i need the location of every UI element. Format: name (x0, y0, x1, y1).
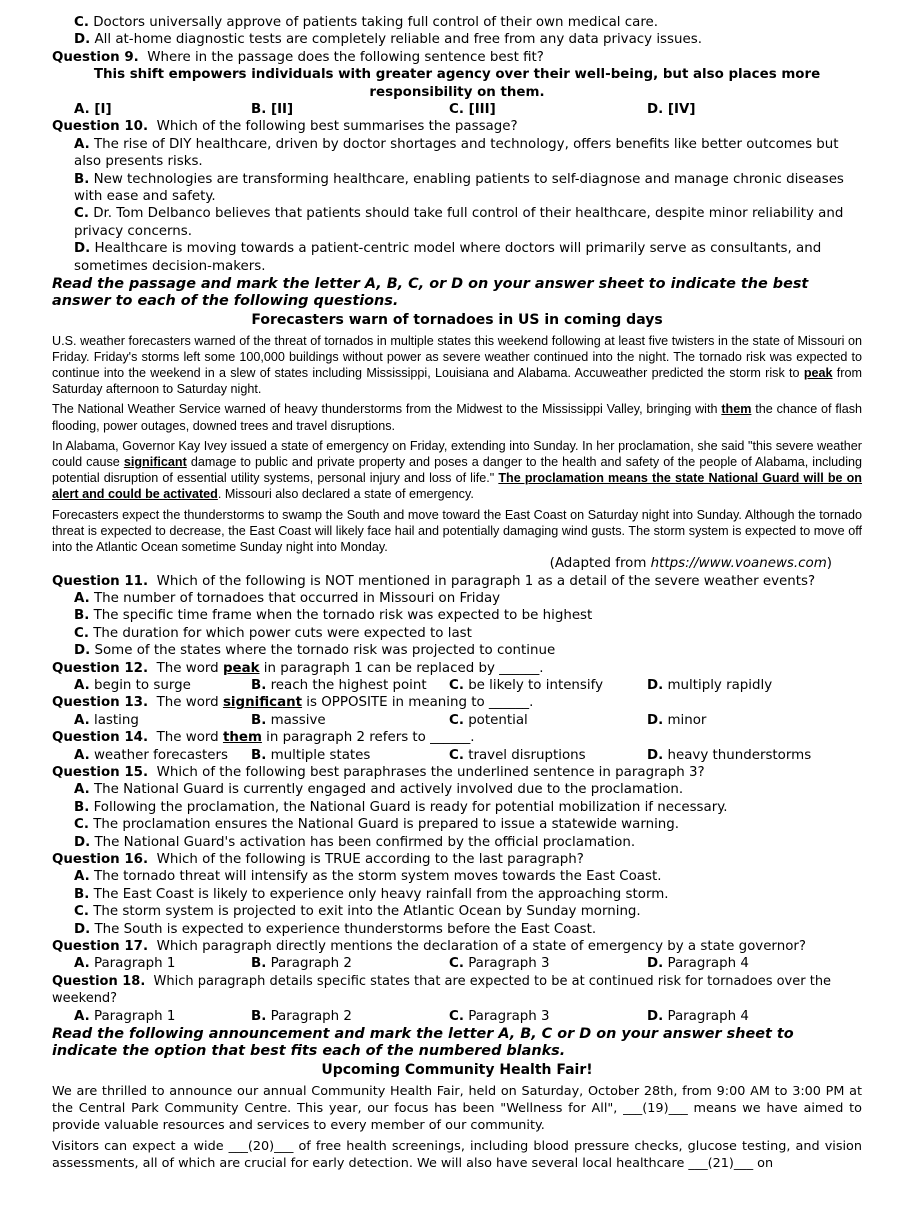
q11-option-b[interactable]: B. The specific time frame when the tornado risk was expected to be highest (74, 608, 593, 624)
q13-option-d[interactable]: D. minor (647, 712, 707, 728)
q16-option-a[interactable]: A. The tornado threat will intensify as the storm system moves towards the East Coast. (74, 869, 662, 885)
announcement-paragraph-1: We are thrilled to announce our annual Community Health Fair, held on Saturday, October 28th, from 9:00 AM to 3:00 PM at the Central Park Community Centre. This year, our focus has been "Wellness for All", ___(19)___ means we have aimed to provide valuable resources and services to every member of our community. (52, 1083, 862, 1133)
q18-option-a[interactable]: A. Paragraph 1 (74, 1008, 176, 1024)
q15-option-a[interactable]: A. The National Guard is currently engaged and actively involved due to the proclamation. (74, 782, 684, 798)
question-18: Question 18. Which paragraph details specific states that are expected to be at continued risk for tornadoes over the weekend? (52, 973, 832, 1007)
q9-options (52, 101, 862, 118)
q12-option-b[interactable]: B. reach the highest point (251, 677, 427, 693)
passage-paragraph-3: In Alabama, Governor Kay Ivey issued a state of emergency on Friday, extending into Sunday. In her proclamation, she said "this severe weather could cause significant damage to public and private property and poses a danger to the health and safety of the people of Alabama, including potential disruption of essential utility systems, personal injury and loss of life." The proclamation means the state National Guard will be on alert and could be activated. Missouri also declared a state of emergency. (52, 438, 863, 502)
q9-option-a[interactable]: A. [I] (74, 102, 112, 118)
q13-options (52, 712, 862, 729)
q17-option-a[interactable]: A. Paragraph 1 (74, 956, 176, 972)
q15-option-c[interactable]: C. The proclamation ensures the National Guard is prepared to issue a statewide warning. (74, 817, 680, 833)
q14-options (52, 747, 862, 764)
q16-option-c[interactable]: C. The storm system is projected to exit into the Atlantic Ocean by Sunday morning. (74, 904, 641, 920)
q10-option-c[interactable]: C. Dr. Tom Delbanco believes that patients should take full control of their healthcare, despite minor reliability and privacy concerns. (74, 206, 844, 239)
announcement-paragraph-2: Visitors can expect a wide ___(20)___ of free health screenings, including blood pressure checks, glucose testing, and vision assessments, all of which are crucial for early detection. We will also have several local healthcare ___(21)___ on (52, 1138, 862, 1171)
question-16: Question 16. Which of the following is TRUE according to the last paragraph? (52, 852, 584, 868)
q14-option-c[interactable]: C. travel disruptions (449, 747, 586, 763)
q12-option-d[interactable]: D. multiply rapidly (647, 677, 773, 693)
question-13: Question 13. The word significant is OPPOSITE in meaning to ______. (52, 695, 534, 711)
q18-options (52, 1008, 862, 1025)
question-9: Question 9. Where in the passage does the following sentence best fit? (52, 49, 544, 65)
q18-option-c[interactable]: C. Paragraph 3 (449, 1008, 550, 1024)
q12-option-c[interactable]: C. be likely to intensify (449, 677, 604, 693)
question-12: Question 12. The word peak in paragraph 1 can be replaced by ______. (52, 660, 544, 676)
q15-option-d[interactable]: D. The National Guard's activation has been confirmed by the official proclamation. (74, 834, 636, 850)
q13-option-c[interactable]: C. potential (449, 712, 528, 728)
q10-option-b[interactable]: B. New technologies are transforming healthcare, enabling patients to self-diagnose and manage chronic diseases with ease and safety. (74, 171, 844, 205)
question-10: Question 10. Which of the following best summarises the passage? (52, 119, 518, 135)
instruction-announcement: Read the following announcement and mark the letter A, B, C or D on your answer sheet to indicate the option that best fits each of the numbered blanks. (52, 1026, 794, 1060)
q18-option-b[interactable]: B. Paragraph 2 (251, 1008, 352, 1024)
word-significant: significant (123, 454, 187, 469)
passage-title: Forecasters warn of tornadoes in US in coming days (251, 312, 663, 329)
q17-option-b[interactable]: B. Paragraph 2 (251, 956, 352, 972)
q13-option-a[interactable]: A. lasting (74, 712, 139, 728)
q9-sentence: This shift empowers individuals with greater agency over their well-being, but also places more responsibility on them. (93, 67, 821, 100)
q17-option-c[interactable]: C. Paragraph 3 (449, 956, 550, 972)
q14-option-a[interactable]: A. weather forecasters (74, 747, 228, 763)
q12-options (52, 677, 862, 694)
q12-option-a[interactable]: A. begin to surge (74, 677, 191, 693)
word-them: them (721, 402, 752, 417)
q14-option-b[interactable]: B. multiple states (251, 747, 371, 763)
passage-paragraph-4: Forecasters expect the thunderstorms to swamp the South and move toward the East Coast on Saturday night into Sunday. Although the tornado threat is expected to decrease, the East Coast will likely face hail and potentially damaging wind gusts. The storm system is expected to move off into the Atlantic Ocean sometime Sunday night into Monday. (52, 507, 862, 554)
question-17: Question 17. Which paragraph directly mentions the declaration of a state of emergency by a state governor? (52, 939, 806, 955)
q11-option-d[interactable]: D. Some of the states where the tornado risk was projected to continue (74, 643, 556, 659)
q8-option-d[interactable]: D. All at-home diagnostic tests are completely reliable and free from any data privacy issues. (74, 32, 702, 48)
q9-option-b[interactable]: B. [II] (251, 102, 294, 118)
source-link[interactable]: https://www.voanews.com (650, 556, 827, 572)
q8-option-c[interactable]: C. Doctors universally approve of patients taking full control of their own medical care. (74, 15, 659, 30)
q16-option-b[interactable]: B. The East Coast is likely to experience only heavy rainfall from the approaching storm. (74, 886, 669, 902)
passage-paragraph-2: The National Weather Service warned of heavy thunderstorms from the Midwest to the Mississippi Valley, bringing with them the chance of flash flooding, power outages, downed trees and travel disruptions. (52, 402, 862, 433)
q10-option-d[interactable]: D. Healthcare is moving towards a patient-centric model where doctors will primarily serve as consultants, and sometimes decision-makers. (74, 241, 822, 274)
passage-source: (Adapted from https://www.voanews.com) (549, 556, 832, 572)
q11-option-a[interactable]: A. The number of tornadoes that occurred in Missouri on Friday (74, 590, 501, 606)
q14-option-d[interactable]: D. heavy thunderstorms (647, 747, 812, 763)
q13-option-b[interactable]: B. massive (251, 712, 326, 728)
q17-option-d[interactable]: D. Paragraph 4 (647, 956, 749, 972)
word-peak: peak (803, 365, 833, 380)
q15-option-b[interactable]: B. Following the proclamation, the National Guard is ready for potential mobilization if necessary. (74, 799, 728, 815)
question-14: Question 14. The word them in paragraph 2 refers to ______. (52, 730, 475, 746)
question-15: Question 15. Which of the following best paraphrases the underlined sentence in paragraph 3? (52, 765, 705, 781)
question-11: Question 11. Which of the following is NOT mentioned in paragraph 1 as a detail of the severe weather events? (52, 573, 816, 589)
underlined-sentence: The proclamation means the state National Guard will be on alert and could be activated (52, 471, 863, 502)
instruction-reading: Read the passage and mark the letter A, B, C, or D on your answer sheet to indicate the best answer to each of the following questions. (52, 276, 809, 310)
q10-option-a[interactable]: A. The rise of DIY healthcare, driven by doctor shortages and technology, offers benefits like better outcomes but also presents risks. (74, 136, 839, 170)
passage-paragraph-1: U.S. weather forecasters warned of the threat of tornados in multiple states this weekend following at least five twisters in the state of Missouri on Friday. Friday's storms left some 100,000 buildings without power as severe weather continued into the night. The tornado risk was expected to continue into the weekend in a slew of states including Mississippi, Louisiana and Alabama. Accuweather predicted the storm risk to peak from Saturday afternoon to Saturday night. (52, 333, 862, 397)
q9-option-c[interactable]: C. [III] (449, 102, 496, 118)
q17-options (52, 955, 862, 972)
q9-option-d[interactable]: D. [IV] (647, 102, 696, 118)
q11-option-c[interactable]: C. The duration for which power cuts were expected to last (74, 625, 472, 641)
q18-option-d[interactable]: D. Paragraph 4 (647, 1008, 749, 1024)
q16-option-d[interactable]: D. The South is expected to experience thunderstorms before the East Coast. (74, 921, 597, 937)
announcement-title: Upcoming Community Health Fair! (321, 1062, 593, 1079)
